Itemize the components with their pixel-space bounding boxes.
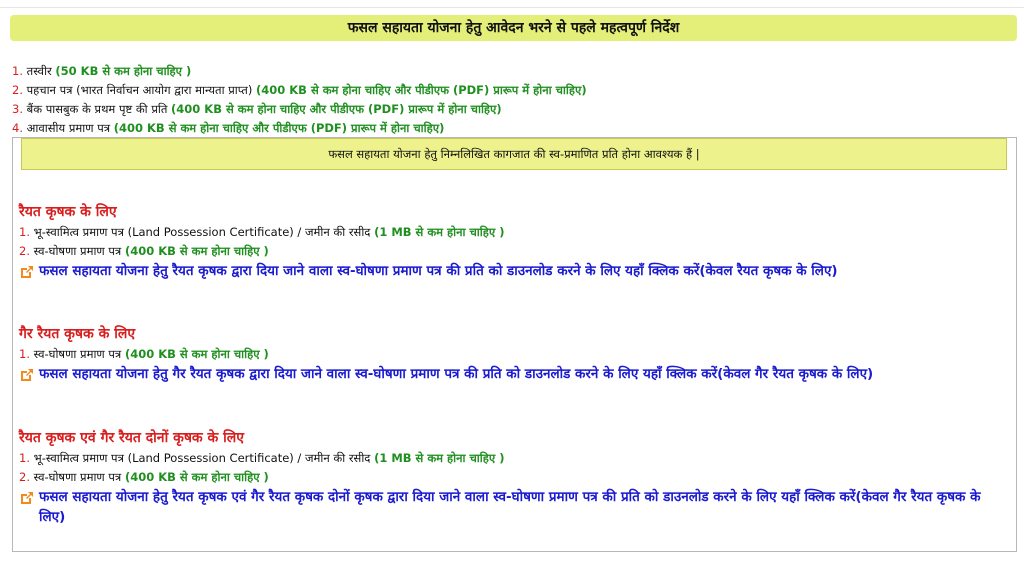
list-item: [19, 345, 1009, 364]
section-gair-raiyat: [19, 324, 1009, 384]
external-link-icon: [19, 264, 35, 280]
item-note: (1 MB से कम होना चाहिए ): [374, 225, 505, 239]
download-link-raiyat[interactable]: [19, 261, 1009, 281]
top-divider: [0, 7, 1024, 8]
documents-heading: फसल सहायता योजना हेतु निम्नलिखित कागजात की स्व-प्रमाणित प्रति होना आवश्यक हैं |: [21, 138, 1007, 170]
item-note: (400 KB से कम होना चाहिए ): [124, 470, 269, 484]
item-text: भू-स्वामित्व प्रमाण पत्र (Land Possession Certificate) / जमीन की रसीद: [33, 225, 371, 239]
section-both: [19, 428, 1009, 527]
list-item: [19, 468, 1009, 487]
download-link-gair-raiyat[interactable]: [19, 364, 1009, 384]
requirements-list: [12, 62, 1012, 138]
item-number: 2.: [19, 470, 30, 484]
external-link-icon: [19, 490, 35, 506]
list-item: [12, 81, 1012, 100]
item-number: 3.: [12, 102, 23, 116]
item-note: (50 KB से कम होना चाहिए ): [55, 64, 192, 78]
download-link-both[interactable]: [19, 487, 1009, 527]
list-item: [12, 100, 1012, 119]
item-note: (1 MB से कम होना चाहिए ): [374, 451, 505, 465]
external-link-icon: [19, 367, 35, 383]
list-item: [12, 119, 1012, 138]
item-note: (400 KB से कम होना चाहिए और पीडीएफ (PDF) प्रारूप में होना चाहिए): [113, 121, 445, 135]
item-number: 1.: [19, 225, 30, 239]
download-link-text[interactable]: फसल सहायता योजना हेतु रैयत कृषक द्वारा दिया जाने वाला स्व-घोषणा प्रमाण पत्र की प्रति को डाउनलोड करने के लिए यहाँ क्लिक करें(केवल रैयत कृषक के लिए): [39, 263, 838, 279]
item-text: तस्वीर: [26, 64, 52, 78]
item-text: भू-स्वामित्व प्रमाण पत्र (Land Possession Certificate) / जमीन की रसीद: [33, 451, 371, 465]
item-text: स्व-घोषणा प्रमाण पत्र: [33, 470, 122, 484]
item-number: 1.: [12, 64, 23, 78]
list-item: [19, 449, 1009, 468]
item-number: 2.: [19, 244, 30, 258]
section-title: रैयत कृषक एवं गैर रैयत दोनों कृषक के लिए: [19, 430, 245, 446]
section-title: रैयत कृषक के लिए: [19, 204, 117, 220]
item-note: (400 KB से कम होना चाहिए ): [124, 347, 269, 361]
section-raiyat: [19, 202, 1009, 281]
item-note: (400 KB से कम होना चाहिए और पीडीएफ (PDF) प्रारूप में होना चाहिए): [256, 83, 587, 97]
item-number: 1.: [19, 451, 30, 465]
item-number: 4.: [12, 121, 23, 135]
section-title: गैर रैयत कृषक के लिए: [19, 326, 136, 342]
download-link-text[interactable]: फसल सहायता योजना हेतु रैयत कृषक एवं गैर रैयत कृषक दोनों कृषक द्वारा दिया जाने वाला स्व-घोषणा प्रमाण पत्र की प्रति को डाउनलोड करने के लिए यहाँ क्लिक करें(केवल गैर रैयत कृषक के लिए): [39, 489, 981, 525]
item-text: आवासीय प्रमाण पत्र: [26, 121, 111, 135]
item-number: 2.: [12, 83, 23, 97]
page-title: फसल सहायता योजना हेतु आवेदन भरने से पहले महत्वपूर्ण निर्देश: [10, 15, 1017, 41]
item-text: पहचान पत्र (भारत निर्वाचन आयोग द्वारा मान्यता प्राप्त): [26, 83, 253, 97]
documents-box: [12, 137, 1017, 552]
item-number: 1.: [19, 347, 30, 361]
list-item: [12, 62, 1012, 81]
item-text: स्व-घोषणा प्रमाण पत्र: [33, 244, 122, 258]
item-text: स्व-घोषणा प्रमाण पत्र: [33, 347, 122, 361]
download-link-text[interactable]: फसल सहायता योजना हेतु गैर रैयत कृषक द्वारा दिया जाने वाला स्व-घोषणा प्रमाण पत्र की प्रति को डाउनलोड करने के लिए यहाँ क्लिक करें(केवल गैर रैयत कृषक के लिए): [39, 366, 874, 382]
item-text: बैंक पासबुक के प्रथम पृष्ट की प्रति: [26, 102, 168, 116]
list-item: [19, 242, 1009, 261]
list-item: [19, 223, 1009, 242]
item-note: (400 KB से कम होना चाहिए ): [124, 244, 269, 258]
item-note: (400 KB से कम होना चाहिए और पीडीएफ (PDF) प्रारूप में होना चाहिए): [171, 102, 502, 116]
